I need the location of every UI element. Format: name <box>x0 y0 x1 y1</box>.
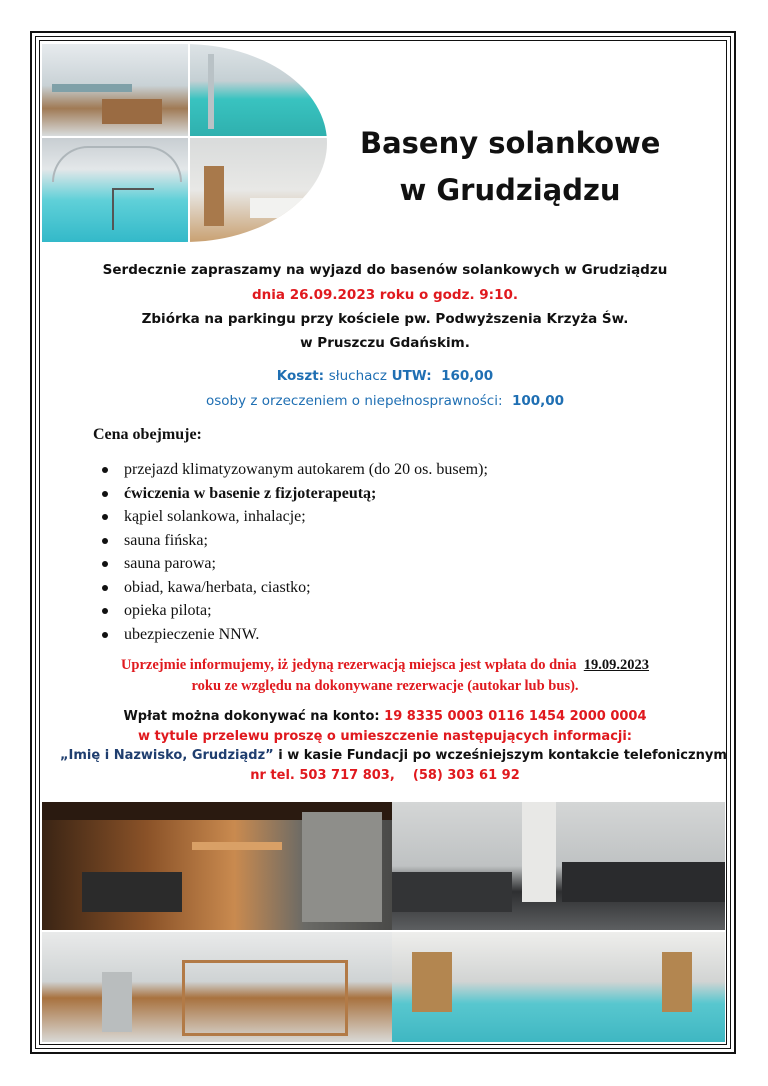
pool-hall-photo <box>42 44 188 136</box>
list-item: kąpiel solankowa, inhalacje; <box>100 505 488 529</box>
payment-deadline: 19.09.2023 <box>583 657 650 673</box>
reservation-notice-text: Uprzejmie informujemy, iż jedyną rezerwacją miejsca jest wpłata do dnia <box>120 657 577 673</box>
reservation-notice-line-1 <box>60 657 710 674</box>
pool-lanes-photo <box>190 44 327 136</box>
trip-date: dnia 26.09.2023 roku o godz. 9:10. <box>251 287 518 303</box>
reservation-notice-line-2: roku ze względu na dokonywane rezerwacje (autokar lub bus). <box>191 678 579 694</box>
list-item: ćwiczenia w basenie z fizjoterapeutą; <box>100 482 488 506</box>
intro-line-1: Serdecznie zapraszamy na wyjazd do basenów solankowych w Grudziądzu <box>102 262 668 278</box>
page-title <box>360 120 660 214</box>
cost-disabled-text: osoby z orzeczeniem o niepełnosprawności: <box>205 393 503 409</box>
phone-numbers: nr tel. 503 717 803, (58) 303 61 92 <box>250 768 520 783</box>
steam-sauna-photo <box>392 802 725 930</box>
list-item: sauna parowa; <box>100 552 488 576</box>
relaxation-zone-photo <box>42 932 392 1042</box>
bullet-icon <box>102 632 108 638</box>
list-item: opieka pilota; <box>100 599 488 623</box>
bullet-icon <box>102 467 108 473</box>
bullet-icon <box>102 585 108 591</box>
relax-room-photo <box>190 138 327 242</box>
cost-utw-line <box>60 368 710 384</box>
bullet-icon <box>102 561 108 567</box>
brine-pool-photo <box>392 932 725 1042</box>
title-line-2: w Grudziądzu <box>399 173 621 207</box>
meeting-place: Zbiórka na parkingu przy kościele pw. Podwyższenia Krzyża Św. <box>141 311 629 327</box>
includes-heading: Cena obejmuje: <box>93 426 202 443</box>
cost-disabled-value: 100,00 <box>511 393 565 409</box>
finnish-sauna-photo <box>42 802 392 930</box>
transfer-title-quote: „Imię i Nazwisko, Grudziądz” <box>60 748 274 763</box>
bullet-icon <box>102 538 108 544</box>
cost-utw-text: słuchacz <box>328 368 387 384</box>
bank-account-number: 19 8335 0003 0116 1454 2000 0004 <box>384 709 647 724</box>
spa-photo-collage <box>42 802 725 1042</box>
list-item: sauna fińska; <box>100 529 488 553</box>
foundation-office-text: i w kasie Fundacji po wcześniejszym kontakcie telefonicznym <box>278 748 727 763</box>
list-item: obiad, kawa/herbata, ciastko; <box>100 576 488 600</box>
title-line-1: Baseny solankowe <box>360 126 661 160</box>
transfer-title-format <box>60 748 727 763</box>
includes-list <box>100 458 488 646</box>
list-item: przejazd klimatyzowanym autokarem (do 20 os. busem); <box>100 458 488 482</box>
payment-account-line <box>60 709 710 724</box>
bullet-icon <box>102 491 108 497</box>
payment-intro: Wpłat można dokonywać na konto: <box>123 709 380 724</box>
cost-utw-strong: UTW: <box>391 368 432 384</box>
salt-pool-photo <box>42 138 188 242</box>
cost-disabled-line <box>60 393 710 409</box>
pool-photo-collage <box>42 44 327 242</box>
cost-utw-value: 160,00 <box>441 368 494 384</box>
meeting-town: w Pruszczu Gdańskim. <box>300 335 470 351</box>
cost-label: Koszt: <box>276 368 325 384</box>
transfer-title-info: w tytule przelewu proszę o umieszczenie następujących informacji: <box>137 729 633 744</box>
bullet-icon <box>102 608 108 614</box>
list-item: ubezpieczenie NNW. <box>100 623 488 647</box>
bullet-icon <box>102 514 108 520</box>
